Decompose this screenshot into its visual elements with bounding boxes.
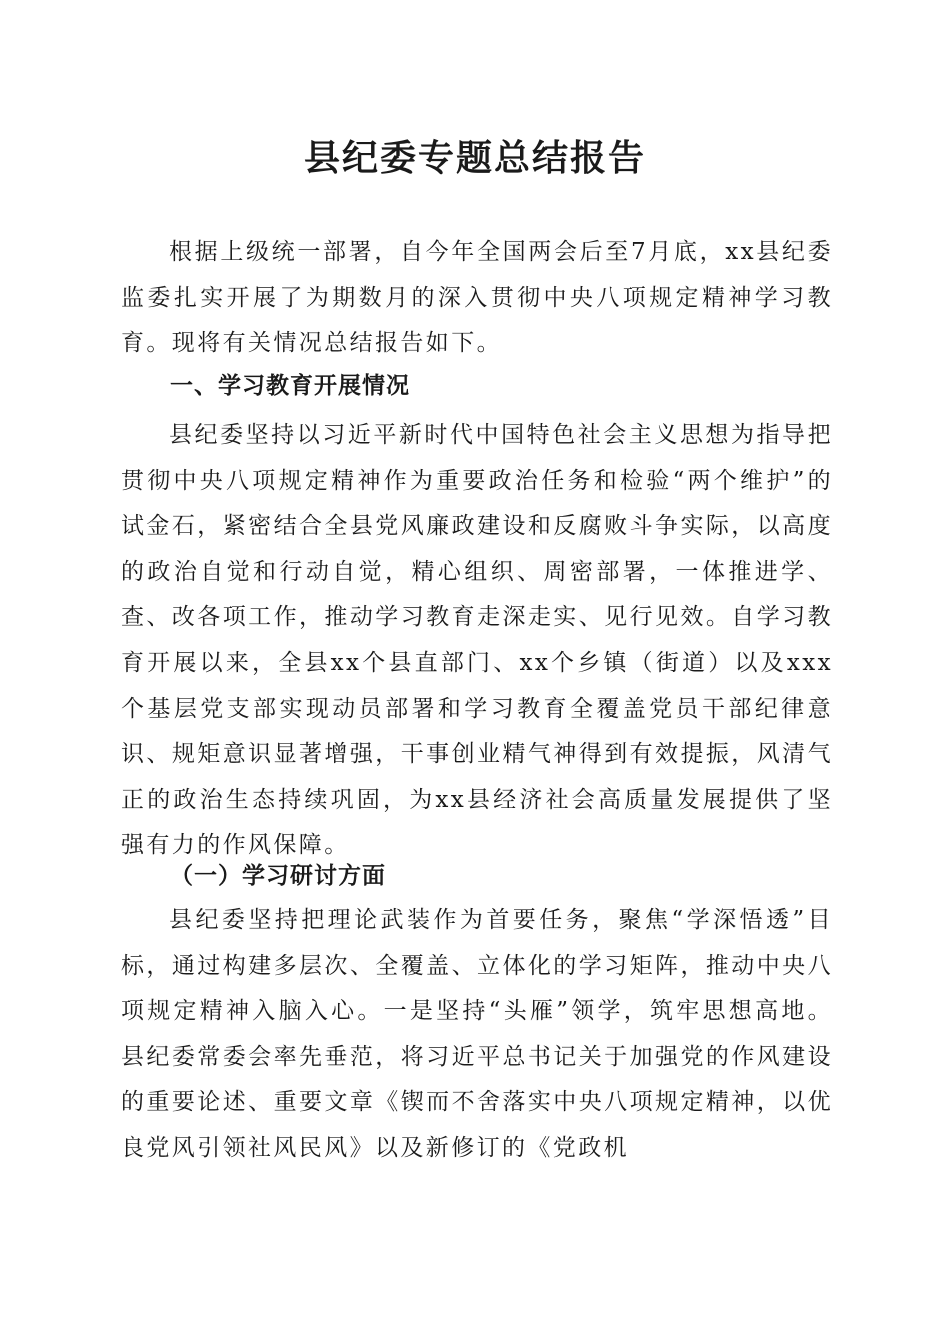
document-title: 县纪委专题总结报告	[303, 137, 646, 179]
subsection-paragraph: 县纪委坚持把理论武装作为首要任务，聚焦“学深悟透”目标，通过构建多层次、全覆盖、立体化的学习矩阵，推动中央八项规定精神入脑入心。一是坚持“头雁”领学，筑牢思想高地。县纪委常委会率先垂范，将习近平总书记关于加强党的作风建设的重要论述、重要文章《锲而不舍落实中央八项规定精神，以优良党风引领社风民风》以及新修订的《党政机	[121, 907, 833, 1161]
section-heading: 一、学习教育开展情况	[170, 373, 410, 399]
intro-paragraph: 根据上级统一部署，自今年全国两会后至7月底，xx县纪委监委扎实开展了为期数月的深入贯彻中央八项规定精神学习教育。现将有关情况总结报告如下。	[121, 239, 833, 357]
subsection-heading: （一）学习研讨方面	[170, 863, 386, 889]
section-paragraph: 县纪委坚持以习近平新时代中国特色社会主义思想为指导把贯彻中央八项规定精神作为重要政治任务和检验“两个维护”的试金石，紧密结合全县党风廉政建设和反腐败斗争实际，以高度的政治自觉和行动自觉，精心组织、周密部署，一体推进学、查、改各项工作，推动学习教育走深走实、见行见效。自学习教育开展以来，全县xx个县直部门、xx个乡镇（街道）以及xxx个基层党支部实现动员部署和学习教育全覆盖党员干部纪律意识、规矩意识显著增强，干事创业精气神得到有效提振，风清气正的政治生态持续巩固，为xx县经济社会高质量发展提供了坚强有力的作风保障。	[121, 422, 833, 859]
